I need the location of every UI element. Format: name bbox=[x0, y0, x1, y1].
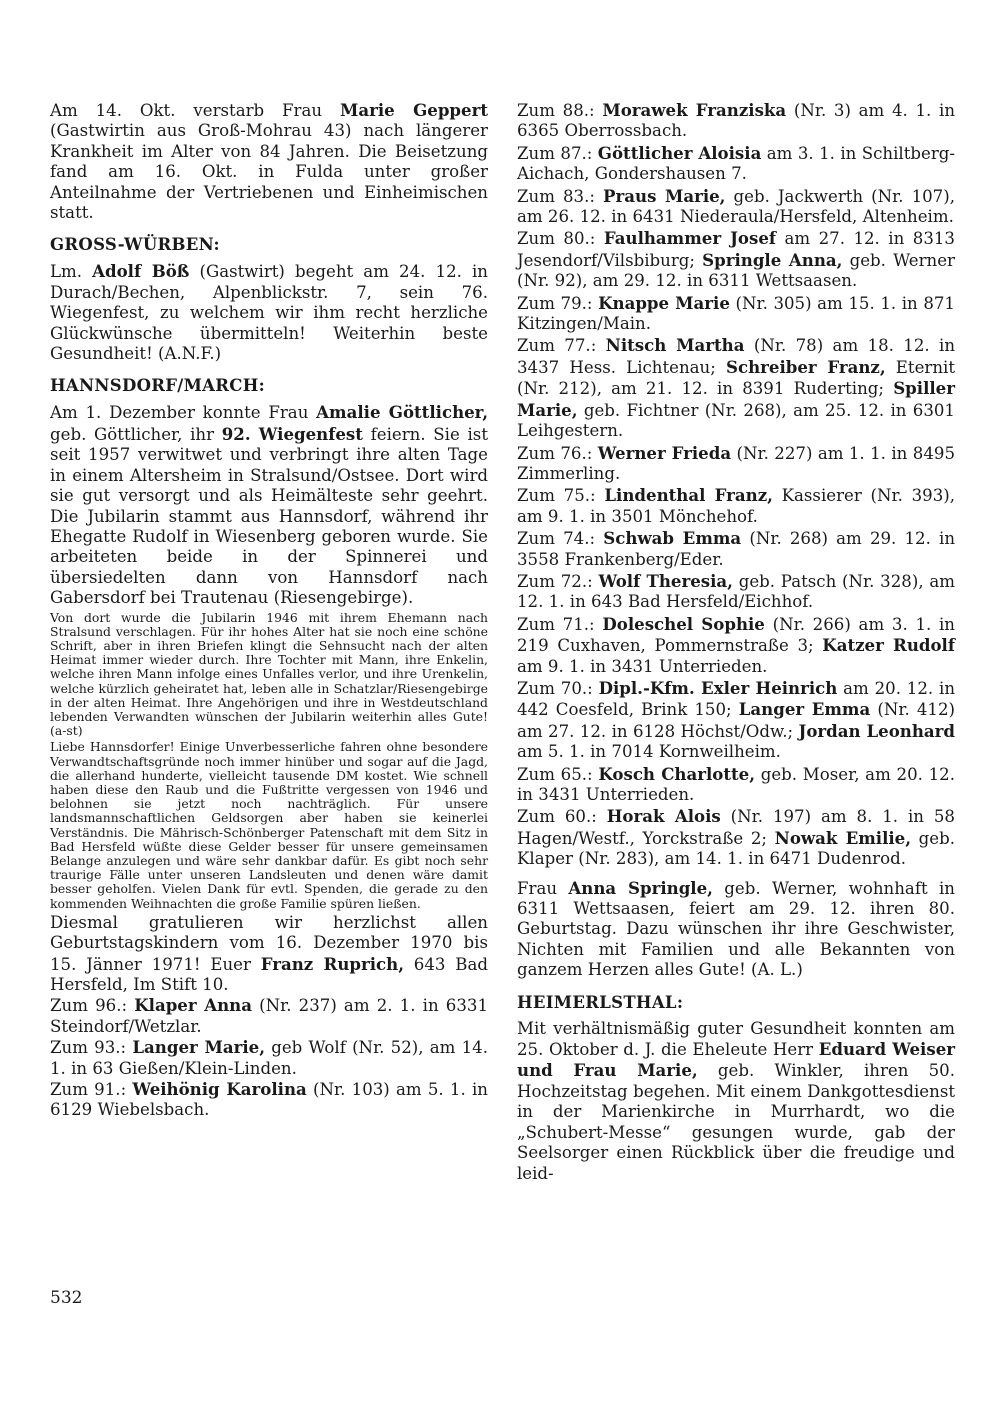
text-run: am 3. 1. in Schiltberg-Aichach, Gondershausen 7. bbox=[517, 143, 955, 184]
birthday-91 bbox=[50, 1079, 488, 1121]
birthday-72 bbox=[517, 571, 955, 613]
text-run: Am 1. Dezember konnte Frau bbox=[50, 403, 317, 423]
name-bold: Langer Marie, bbox=[132, 1037, 265, 1058]
name-bold: Werner Frieda bbox=[597, 442, 732, 463]
text-run: Zum 75.: bbox=[517, 486, 605, 506]
birthday-80 bbox=[517, 228, 955, 291]
text-run: Mit verhältnismäßig guter Gesundheit konnten am 25. Oktober d. J. die Eheleute Herr bbox=[517, 1018, 955, 1060]
notice-springle bbox=[517, 878, 955, 981]
notice-weiser bbox=[517, 1019, 955, 1184]
name-bold: Klaper Anna bbox=[134, 995, 252, 1016]
birthday-83 bbox=[517, 186, 955, 228]
name-bold: Katzer Rudolf bbox=[822, 635, 956, 656]
text-run: Zum 76.: bbox=[517, 443, 598, 463]
text-run: Zum 93.: bbox=[50, 1038, 133, 1058]
page-number: 532 bbox=[50, 1288, 83, 1308]
name-bold: Franz Ruprich, bbox=[260, 953, 404, 974]
name-bold: Wolf Theresia, bbox=[598, 570, 733, 591]
text-run: am 27. 12. in 8313 Jesendorf/Vilsbiburg; bbox=[517, 229, 955, 270]
right-column bbox=[517, 100, 955, 1185]
text-run: Eternit (Nr. 212), am 21. 12. in 8391 Ruderting; bbox=[517, 357, 955, 399]
text-run: geb. Winkler, ihren 50. Hochzeitstag begehen. Mit einem Dankgottesdienst in der Marienkirche in Murrhardt, wo die „Schubert-Messe“ gesungen wurde, gab der Seelsorger einen Rückblick über die freudige und leid- bbox=[517, 1061, 955, 1183]
text-run: feiern. Sie ist seit 1957 verwitwet und verbringt ihre alten Tage in einem Altersheim in Stralsund/Ostsee. Dort wird sie gut versorgt und als Heimälteste sehr geehrt. Die Jubilarin stammt aus Hannsdorf, während ihr Ehegatte Rudolf in Wiesenberg geboren wurde. Sie arbeiteten beide in der Spinnerei und übersiedelten dann von Hannsdorf nach Gabersdorf bei Trautenau (Riesengebirge). bbox=[50, 424, 488, 608]
text-run: geb. Fichtner (Nr. 268), am 25. 12. in 6301 Leihgestern. bbox=[517, 400, 955, 441]
text-run: Lm. bbox=[50, 262, 93, 282]
text-run: (Nr. 305) am 15. 1. in 871 Kitzingen/Main. bbox=[517, 293, 955, 334]
birthday-74 bbox=[517, 528, 955, 570]
text-run: (Nr. 268) am 29. 12. in 3558 Frankenberg/Eder. bbox=[517, 529, 956, 569]
text-run: geb. Werner, wohnhaft in 6311 Wettsaasen, feiert am 29. 12. ihren 80. Geburtstag. Dazu wünschen ihr ihre Geschwister, Nichten mit Familien und alle Bekannten von ganzem Herzen alles Gute! (A. L.) bbox=[517, 878, 955, 980]
name-bold: Göttlicher Aloisia bbox=[597, 142, 762, 163]
text-run: geb. Patsch (Nr. 328), am 12. 1. in 643 Bad Hersfeld/Eichhof. bbox=[517, 571, 955, 612]
birthday-87 bbox=[517, 143, 955, 185]
text-run: (Gastwirtin aus Groß-Mohrau 43) nach längerer Krankheit im Alter von 84 Jahren. Die Beisetzung fand am 16. Okt. in Fulda unter großer Anteilnahme der Vertriebenen und Einheimischen statt. bbox=[50, 121, 488, 223]
text-run: (Gastwirt) begeht am 24. 12. in Durach/Bechen, Alpenblickstr. 7, sein 76. Wiegenfest, zu welchem wir ihm recht herzliche Glückwünsche übermitteln! Weiterhin beste Gesundheit! (A.N.F.) bbox=[50, 262, 488, 364]
name-bold: Schreiber Franz, bbox=[726, 356, 886, 377]
birthday-79 bbox=[517, 293, 955, 335]
birthday-77 bbox=[517, 335, 955, 441]
text-run: Zum 71.: bbox=[517, 614, 603, 634]
name-bold: Jordan Leonhard bbox=[798, 720, 955, 741]
text-run: geb. Moser, am 20. 12. in 3431 Unterrieden. bbox=[517, 764, 956, 804]
text-run: Zum 70.: bbox=[517, 678, 599, 698]
text-run: Zum 87.: bbox=[517, 143, 598, 163]
birthday-93 bbox=[50, 1037, 488, 1079]
name-bold: Weihönig Karolina bbox=[132, 1079, 307, 1100]
text-run: geb. Werner (Nr. 92), am 29. 12. in 6311 Wettsaasen. bbox=[517, 250, 955, 291]
text-run: (Nr. 266) am 3. 1. in 219 Cuxhaven, Pommernstraße 3; bbox=[517, 614, 955, 656]
name-bold: Praus Marie, bbox=[603, 185, 726, 206]
heading-heimerlsthal: HEIMERLSTHAL: bbox=[517, 992, 684, 1012]
text-run: Kassierer (Nr. 393), am 9. 1. in 3501 Mönchehof. bbox=[517, 486, 955, 526]
name-bold: Springle Anna, bbox=[702, 249, 843, 270]
name-bold: Nitsch Martha bbox=[605, 335, 745, 356]
text-run: Zum 83.: bbox=[517, 186, 604, 206]
left-column bbox=[50, 100, 488, 1121]
name-bold: Langer Emma bbox=[738, 699, 871, 720]
name-bold: Lindenthal Franz, bbox=[604, 485, 773, 506]
name-bold: Schwab Emma bbox=[603, 528, 742, 549]
name-bold: Adolf Böß bbox=[92, 261, 190, 282]
name-bold: Morawek Franziska bbox=[602, 100, 787, 120]
text-run: geb. Klaper (Nr. 283), am 14. 1. in 6471 Dudenrod. bbox=[517, 828, 956, 869]
text-run: am 5. 1. in 7014 Kornweilheim. bbox=[517, 742, 781, 762]
text-run: geb. Göttlicher, ihr bbox=[50, 424, 222, 444]
text-run: geb. Jackwerth (Nr. 107), am 26. 12. in 6431 Niederaula/Hersfeld, Altenheim. bbox=[517, 186, 955, 227]
notice-geppert bbox=[50, 100, 488, 223]
text-run: Zum 88.: bbox=[517, 101, 603, 120]
text-run: Frau bbox=[517, 878, 569, 898]
name-bold: Doleschel Sophie bbox=[602, 613, 765, 634]
heading-hannsdorf: HANNSDORF/MARCH: bbox=[50, 376, 265, 396]
notice-goettlicher bbox=[50, 402, 488, 608]
birthday-88 bbox=[517, 100, 955, 142]
text-run: Zum 77.: bbox=[517, 336, 606, 356]
name-bold: Dipl.-Kfm. Exler Heinrich bbox=[598, 677, 838, 698]
text-run: Zum 65.: bbox=[517, 764, 599, 784]
name-bold: Nowak Emilie, bbox=[774, 827, 912, 848]
birthday-65 bbox=[517, 764, 955, 806]
name-bold: Marie Geppert bbox=[339, 100, 488, 120]
name-bold: Amalie Göttlicher, bbox=[316, 402, 488, 423]
notice-small-stralsund: Von dort wurde die Jubilarin 1946 mit ihrem Ehemann nach Stralsund verschlagen. Für ihr hohes Alter hat sie noch eine schöne Schrift, aber in ihren Briefen klingt die Sehnsucht nach der alten Heimat immer wieder durch. Ihre Tochter mit Mann, ihre Enkelin, welche ihren Mann infolge eines Unfalles verlor, und ihre Urenkelin, welche kürzlich geheiratet hat, leben alle in Schatzlar/Riesengebirge in der alten Heimat. Ihre Angehörigen und ihre in Westdeutschland lebenden Verwandten wünschen der Jubilarin weiterhin alles Gute! (a-st) bbox=[50, 609, 488, 739]
text-run: geb Wolf (Nr. 52), am 14. 1. in 63 Gießen/Klein-Linden. bbox=[50, 1038, 488, 1078]
text-run: Am 14. Okt. verstarb Frau bbox=[50, 101, 340, 120]
name-bold: Faulhammer Josef bbox=[603, 228, 777, 249]
name-bold: Eduard Weiser und Frau Marie, bbox=[517, 1039, 955, 1081]
text-run: Zum 72.: bbox=[517, 571, 599, 591]
text-run: Zum 80.: bbox=[517, 229, 604, 249]
birthday-96 bbox=[50, 995, 488, 1037]
name-bold: 92. Wiegenfest bbox=[221, 423, 363, 444]
text-run: am 9. 1. in 3431 Unterrieden. bbox=[517, 656, 768, 676]
text-run: (Nr. 103) am 5. 1. in 6129 Wiebelsbach. bbox=[50, 1080, 488, 1120]
notice-diesmal bbox=[50, 913, 488, 996]
birthday-70 bbox=[517, 678, 955, 763]
text-run: Zum 91.: bbox=[50, 1080, 133, 1100]
birthday-71 bbox=[517, 614, 955, 677]
name-bold: Horak Alois bbox=[606, 806, 721, 827]
text-run: Zum 79.: bbox=[517, 293, 599, 313]
birthday-75 bbox=[517, 485, 955, 527]
name-bold: Knappe Marie bbox=[598, 292, 730, 313]
name-bold: Anna Springle, bbox=[568, 877, 713, 898]
text-run: Diesmal gratulieren wir herzlichst allen Geburtstagskindern vom 16. Dezember 1970 bis 15. Jänner 1971! Euer bbox=[50, 912, 488, 974]
birthday-76 bbox=[517, 443, 955, 485]
text-run: (Nr. 197) am 8. 1. in 58 Hagen/Westf., Yorckstraße 2; bbox=[517, 807, 955, 848]
notice-boess bbox=[50, 261, 488, 364]
birthday-60 bbox=[517, 806, 955, 869]
text-run: Zum 74.: bbox=[517, 529, 604, 549]
text-run: (Nr. 237) am 2. 1. in 6331 Steindorf/Wetzlar. bbox=[50, 996, 488, 1036]
name-bold: Spiller Marie, bbox=[517, 378, 955, 420]
text-run: (Nr. 78) am 18. 12. in 3437 Hess. Lichtenau; bbox=[517, 336, 956, 377]
text-run: (Nr. 3) am 4. 1. in 6365 Oberrossbach. bbox=[517, 101, 956, 141]
text-run: Zum 60.: bbox=[517, 807, 607, 827]
heading-gross-wuerben: GROSS-WÜRBEN: bbox=[50, 235, 220, 255]
notice-small-hannsdorfer: Liebe Hannsdorfer! Einige Unverbesserliche fahren ohne besondere Verwandtschaftsgründe noch immer hinüber und sogar auf die Jagd, die allerhand hunderte, vielleicht tausende DM kostet. Wie schnell haben diese den Raub und die Fußtritte vergessen von 1946 und belohnen sie jetzt noch nachträglich. Für unsere landsmannschaftlichen Geldsorgen aber haben sie keinerlei Verständnis. Die Mährisch-Schönberger Patenschaft mit dem Sitz in Bad Hersfeld wüßte diese Gelder besser für unsere gemeinsamen Belange anzulegen und wäre sehr dankbar dafür. Es gibt noch sehr traurige Fälle unter unseren Landsleuten und denen wäre damit besser geholfen. Vielen Dank für evtl. Spenden, die gerade zu den kommenden Weihnachten die große Familie spüren ließen. bbox=[50, 739, 488, 911]
text-run: 643 Bad Hersfeld, Im Stift 10. bbox=[50, 954, 488, 995]
text-run: (Nr. 227) am 1. 1. in 8495 Zimmerling. bbox=[517, 443, 956, 483]
text-run: (Nr. 412) am 27. 12. in 6128 Höchst/Odw.; bbox=[517, 700, 955, 741]
text-run: Zum 96.: bbox=[50, 996, 135, 1016]
text-run: am 20. 12. in 442 Coesfeld, Brink 150; bbox=[517, 678, 956, 720]
name-bold: Kosch Charlotte, bbox=[598, 763, 756, 784]
